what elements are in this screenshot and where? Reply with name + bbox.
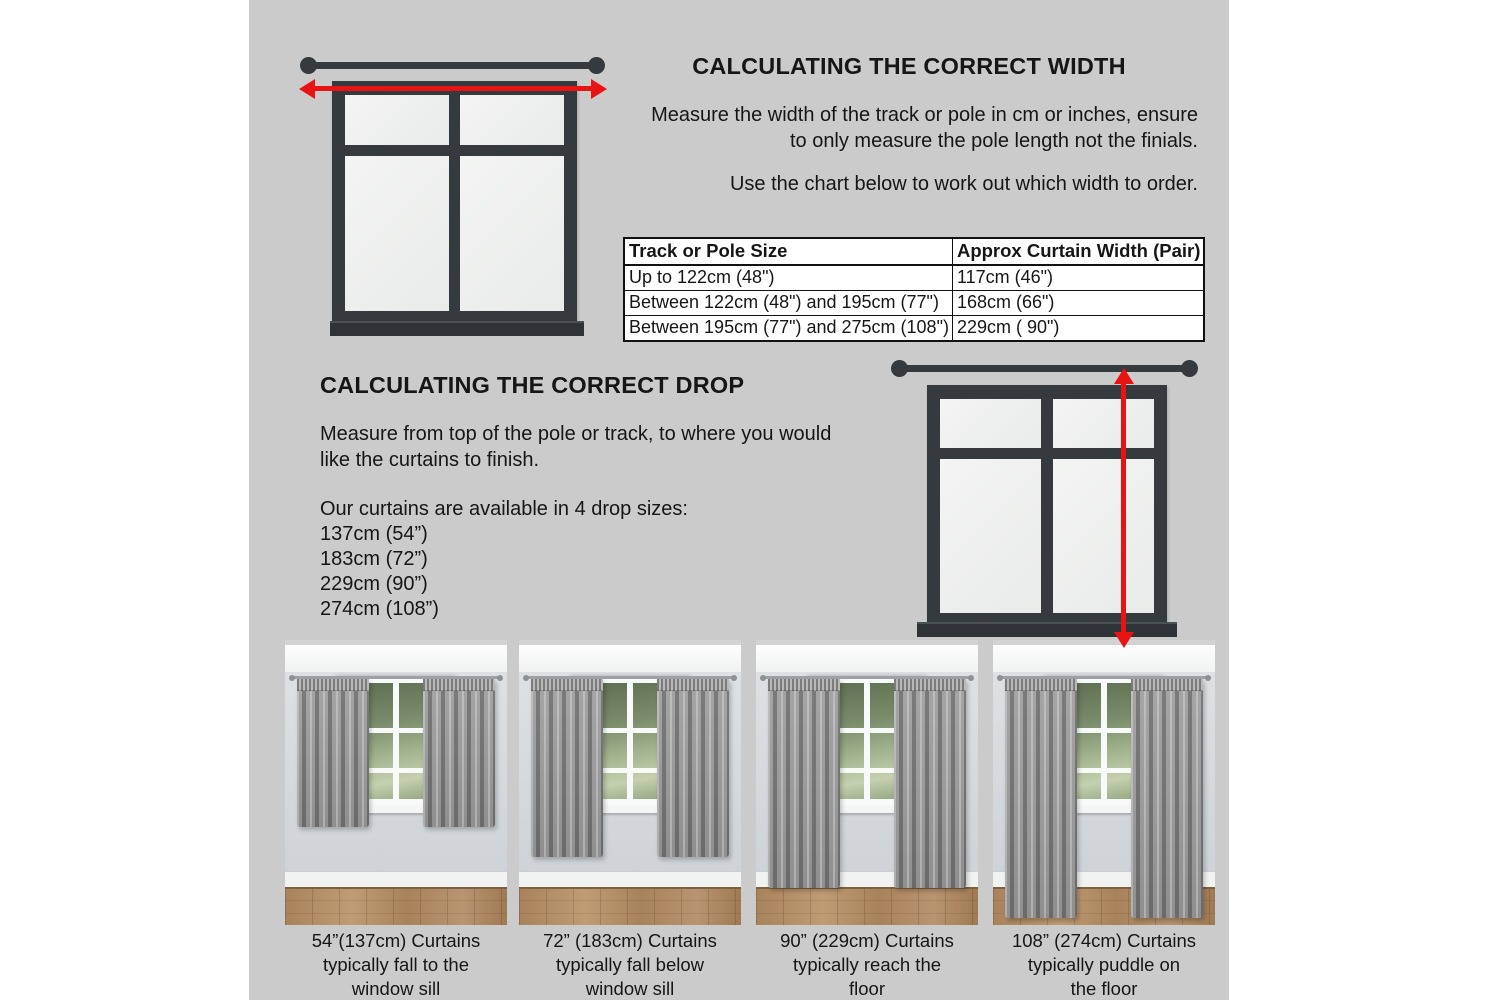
table-row [624, 316, 1204, 342]
table-header-pole-size: Track or Pole Size [624, 238, 952, 265]
pole-size-cell: Up to 122cm (48") [624, 265, 952, 291]
window-pane [940, 459, 1041, 613]
curtain-left [768, 679, 840, 888]
window-pane [460, 156, 564, 311]
caption-line: typically reach the [792, 954, 942, 975]
width-measure-arrow-icon [314, 86, 592, 91]
curtain-pole-illustration [899, 365, 1190, 372]
width-section-title: CALCULATING THE CORRECT WIDTH [692, 53, 1126, 79]
caption-line: typically fall below [555, 954, 705, 975]
wood-floor [285, 887, 507, 925]
pole-size-cell: Between 122cm (48") and 195cm (77") [624, 291, 952, 316]
curtain-example-photo-54 [285, 640, 507, 925]
caption-line: floor [849, 978, 885, 999]
curtain-width-table [623, 237, 1205, 342]
curtain-width-cell: 229cm ( 90") [952, 316, 1204, 342]
window-pane [345, 95, 449, 145]
cornice [285, 645, 507, 672]
window-pane [940, 399, 1041, 448]
caption-line: the floor [1070, 978, 1138, 999]
window-mullion [393, 683, 399, 799]
window-pane [1053, 459, 1154, 613]
caption-line: 90” (229cm) Curtains [780, 930, 954, 951]
curtain-example-photo-90 [756, 640, 978, 925]
drop-size-item: 274cm (108”) [320, 598, 439, 620]
curtain-width-cell: 117cm (46") [952, 265, 1204, 291]
window-mullion [1101, 683, 1107, 799]
table-row [624, 291, 1204, 316]
caption-line: window sill [585, 978, 675, 999]
width-instructions-line2: to only measure the pole length not the finials. [789, 130, 1198, 152]
width-chart-hint: Use the chart below to work out which width to order. [729, 173, 1198, 195]
wood-floor [519, 887, 741, 925]
window-pane [1053, 399, 1154, 448]
window-sill-illustration [917, 622, 1177, 637]
curtain-right [1131, 679, 1203, 918]
window-sill-illustration [330, 321, 584, 336]
curtain-left [1005, 679, 1077, 918]
skirting-board [519, 872, 741, 887]
window-illustration-width [332, 81, 577, 323]
drop-instructions-line1: Measure from top of the pole or track, to where you would [320, 423, 832, 445]
curtain-right [657, 679, 729, 857]
cornice [519, 645, 741, 672]
drop-sizes-intro: Our curtains are available in 4 drop sizes: [320, 498, 688, 520]
drop-size-item: 137cm (54”) [320, 523, 428, 545]
wood-floor [756, 887, 978, 925]
cornice [993, 645, 1215, 672]
caption-90 [741, 929, 993, 1000]
table-header-curtain-width: Approx Curtain Width (Pair) [952, 238, 1204, 265]
curtain-left [297, 679, 369, 827]
caption-108 [978, 929, 1230, 1000]
curtain-width-cell: 168cm (66") [952, 291, 1204, 316]
table-row [624, 265, 1204, 291]
caption-54 [270, 929, 522, 1000]
curtain-right [423, 679, 495, 827]
caption-line: 72” (183cm) Curtains [543, 930, 717, 951]
curtain-pole-illustration [308, 62, 597, 69]
window-pane [460, 95, 564, 145]
width-instructions-line1: Measure the width of the track or pole in cm or inches, ensure [651, 104, 1198, 126]
caption-72 [504, 929, 756, 1000]
window-pane [345, 156, 449, 311]
window-mullion [864, 683, 870, 799]
curtain-left [531, 679, 603, 857]
window-mullion [627, 683, 633, 799]
pole-size-cell: Between 195cm (77") and 275cm (108") [624, 316, 952, 342]
curtain-right [894, 679, 966, 888]
drop-measure-arrow-icon [1121, 383, 1126, 633]
curtain-example-photo-108 [993, 640, 1215, 925]
caption-line: 54”(137cm) Curtains [311, 930, 481, 951]
drop-size-item: 229cm (90”) [320, 573, 428, 595]
caption-line: typically fall to the [322, 954, 469, 975]
drop-instructions-line2: like the curtains to finish. [320, 449, 539, 471]
cornice [756, 645, 978, 672]
curtain-example-photo-72 [519, 640, 741, 925]
skirting-board [285, 872, 507, 887]
width-instructions [620, 102, 1198, 154]
table-header-row [624, 238, 1204, 265]
drop-size-item: 183cm (72”) [320, 548, 428, 570]
drop-instructions [320, 421, 890, 473]
caption-line: 108” (274cm) Curtains [1011, 930, 1197, 951]
caption-line: typically puddle on [1027, 954, 1181, 975]
caption-line: window sill [351, 978, 441, 999]
window-illustration-drop [927, 385, 1167, 623]
drop-sizes-list [320, 497, 688, 622]
drop-section-title: CALCULATING THE CORRECT DROP [320, 372, 745, 398]
